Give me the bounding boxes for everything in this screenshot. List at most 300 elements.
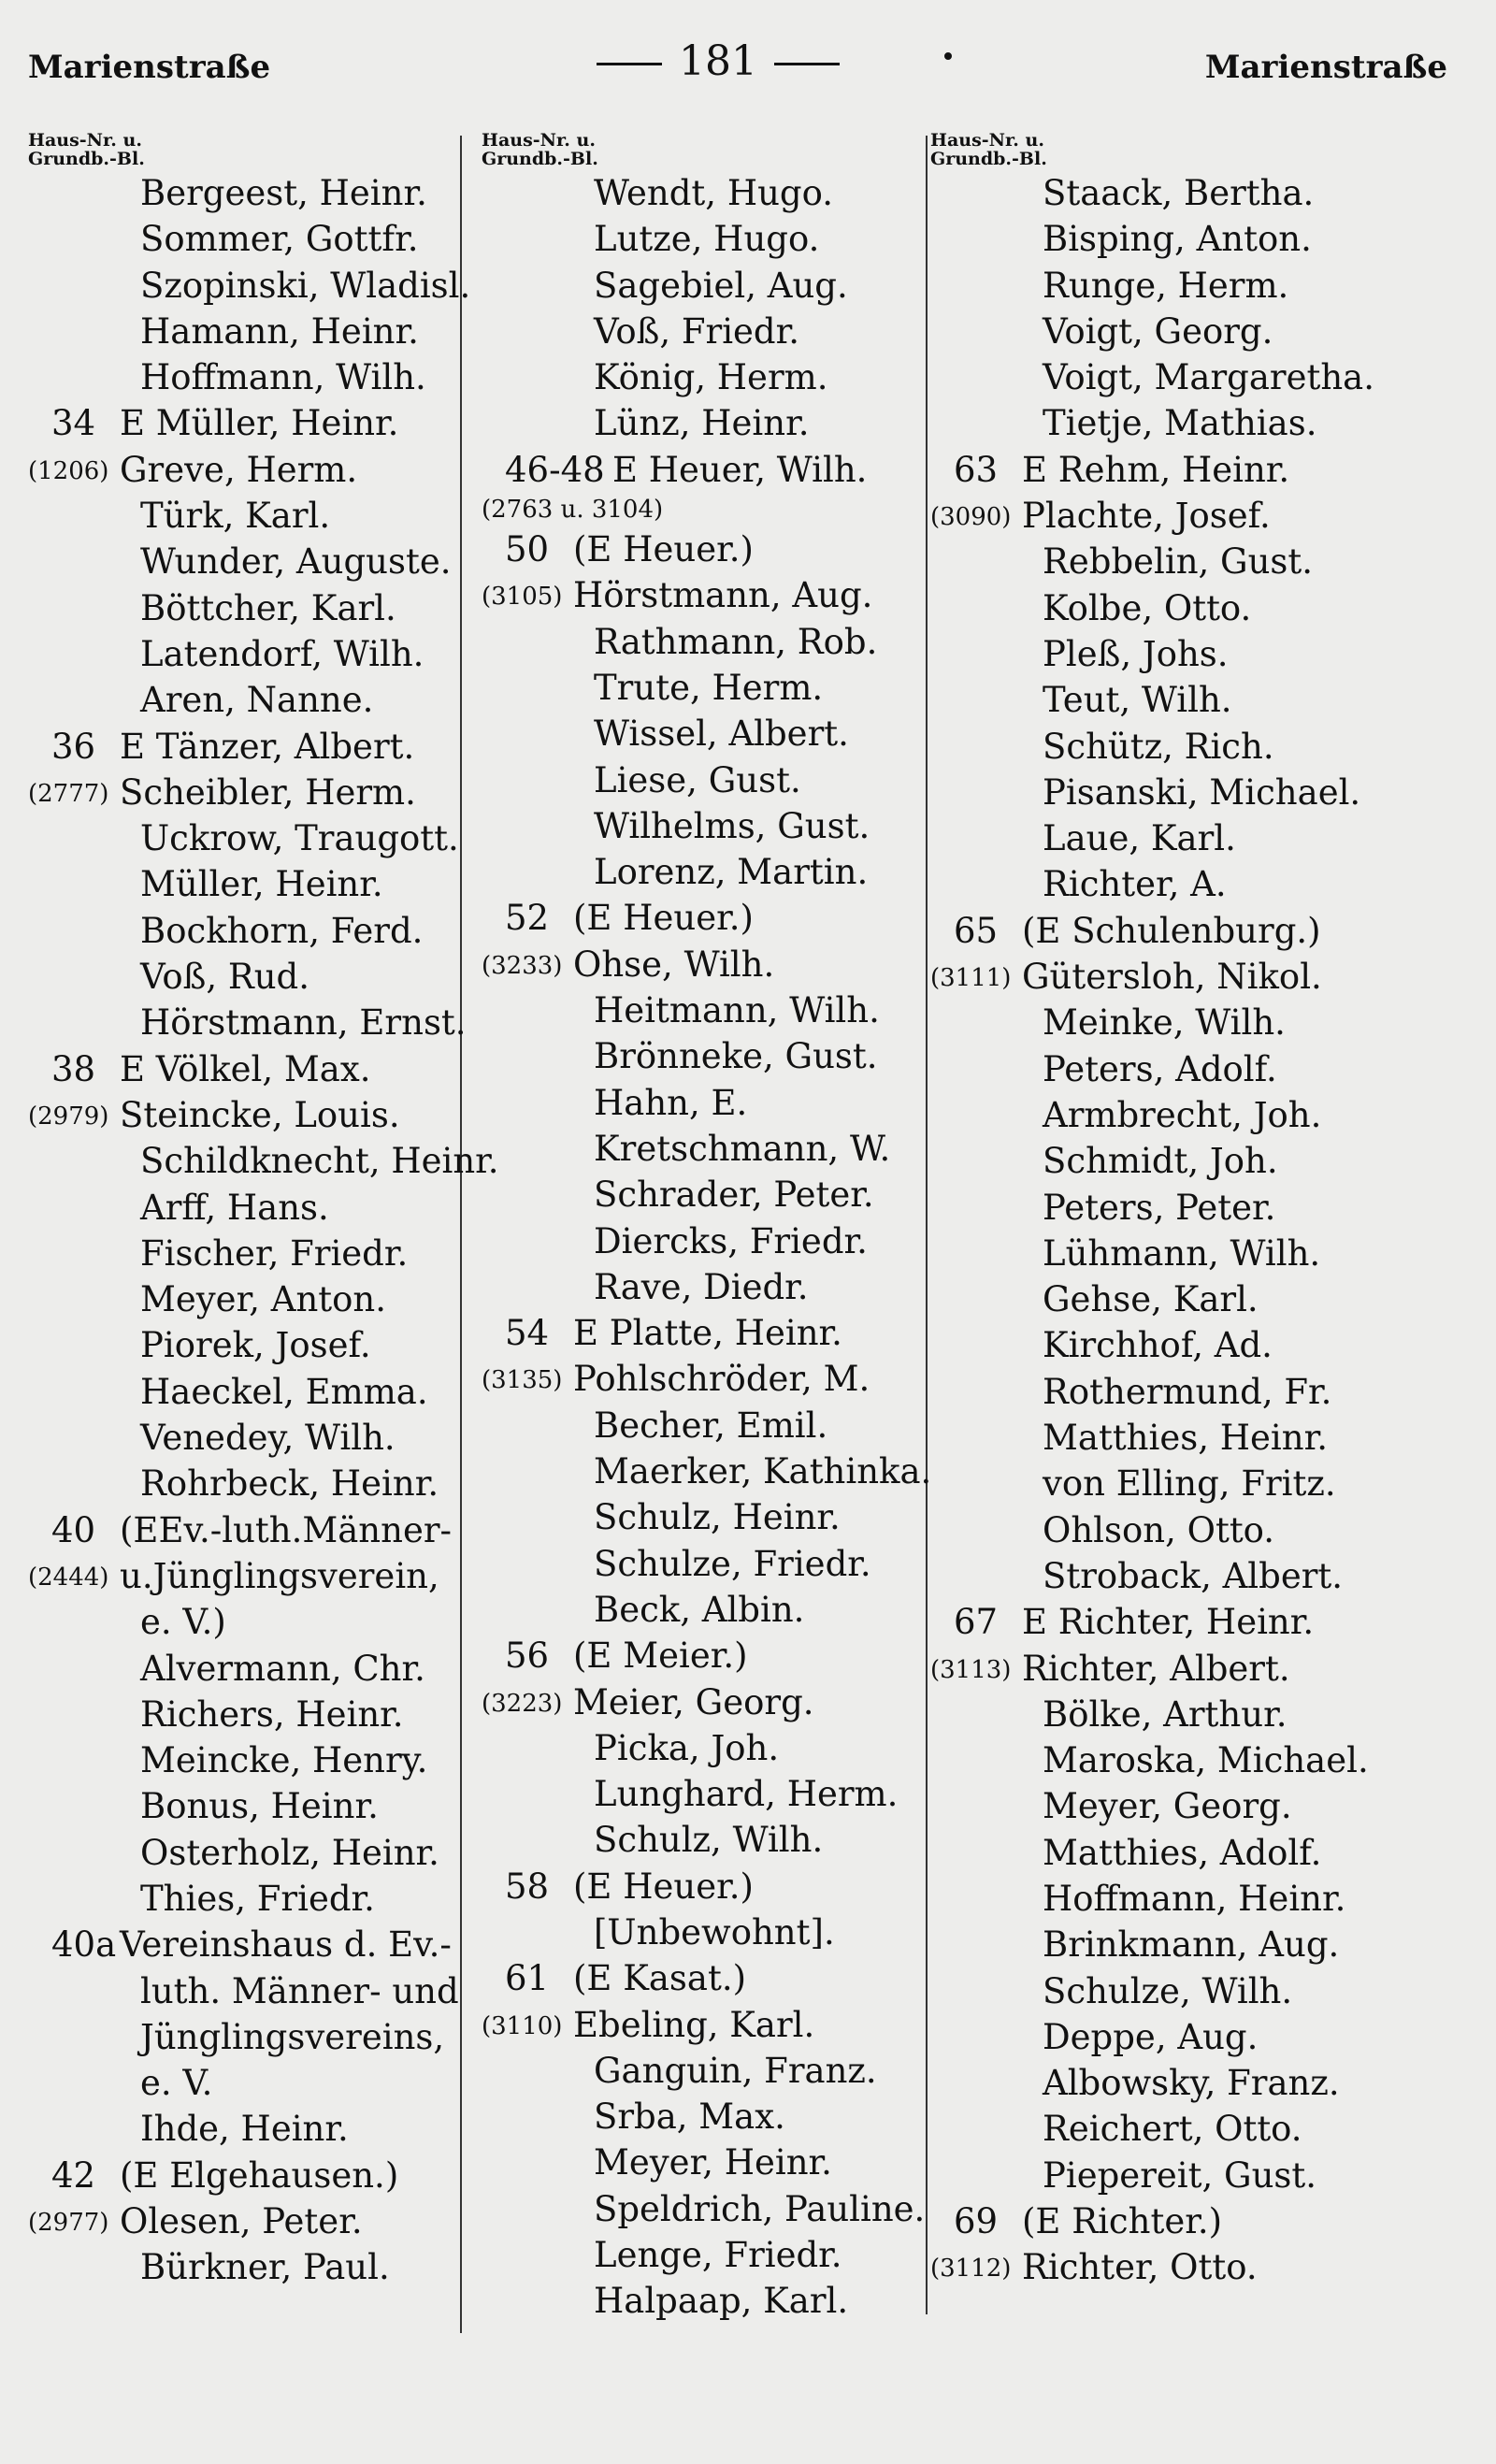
- directory-entry: [28, 1507, 505, 1553]
- column-head-line1: Haus-Nr. u.: [28, 130, 142, 151]
- directory-entry: [28, 1046, 505, 1092]
- resident-name: Richter, Albert.: [1022, 1648, 1290, 1689]
- ink-dot: [944, 52, 952, 60]
- directory-entry: [28, 585, 505, 631]
- resident-name: Müller, Heinr.: [140, 864, 383, 905]
- directory-entry: [930, 539, 1473, 584]
- land-register-number: (2763 u. 3104): [482, 496, 664, 525]
- directory-entry: [28, 815, 505, 861]
- directory-entry: [28, 1138, 505, 1184]
- directory-entry: [28, 1231, 505, 1276]
- resident-name: E Müller, Heinr.: [120, 403, 399, 444]
- resident-name: (E Schulenburg.): [1022, 910, 1321, 951]
- resident-name: Speldrich, Pauline.: [594, 2188, 926, 2229]
- resident-name: Schulz, Heinr.: [594, 1497, 841, 1538]
- directory-entry: [28, 170, 505, 216]
- column-2: [482, 131, 977, 2325]
- resident-name: Steincke, Louis.: [120, 1094, 400, 1135]
- resident-name: Rohrbeck, Heinr.: [140, 1463, 439, 1505]
- directory-entry: [28, 400, 505, 446]
- resident-name: Hoffmann, Heinr.: [1043, 1878, 1346, 1919]
- directory-entry: [930, 954, 1473, 1000]
- directory-entry: [482, 1955, 977, 2001]
- resident-name: Wendt, Hugo.: [594, 173, 833, 213]
- resident-name: Schulze, Friedr.: [594, 1543, 871, 1584]
- resident-name: Hahn, E.: [594, 1082, 748, 1123]
- directory-entry: [930, 1046, 1473, 1092]
- directory-entry: [482, 1172, 977, 1218]
- resident-name: Thies, Friedr.: [140, 1878, 375, 1919]
- resident-name: Ihde, Heinr.: [140, 2109, 349, 2150]
- resident-name: Meyer, Heinr.: [594, 2142, 832, 2183]
- directory-entry: [930, 770, 1473, 815]
- resident-name: Pisanski, Michael.: [1043, 771, 1361, 813]
- dash-right: [774, 63, 840, 65]
- resident-name: Voigt, Margaretha.: [1043, 357, 1374, 398]
- land-register-number: (1206): [28, 456, 109, 485]
- house-number: 42: [51, 2154, 96, 2196]
- resident-name: Schmidt, Joh.: [1043, 1141, 1278, 1182]
- column-head: [930, 131, 1473, 168]
- resident-name: E Rehm, Heinr.: [1022, 449, 1290, 490]
- resident-name: (EEv.-luth.Männer-: [120, 1509, 453, 1550]
- directory-entry: [28, 1692, 505, 1737]
- directory-entry: [930, 2060, 1473, 2106]
- column-head-line2: Grundb.-Bl.: [482, 149, 598, 169]
- resident-name: Laue, Karl.: [1043, 818, 1236, 859]
- resident-name: Voß, Rud.: [140, 957, 309, 998]
- house-number: 38: [51, 1048, 96, 1089]
- resident-name: Richter, Otto.: [1022, 2247, 1258, 2288]
- directory-entry: [28, 354, 505, 400]
- resident-name: Schildknecht, Heinr.: [140, 1141, 499, 1182]
- directory-entry: [28, 1599, 505, 1645]
- resident-name: Haeckel, Emma.: [140, 1371, 428, 1412]
- resident-name: Peters, Adolf.: [1043, 1048, 1277, 1089]
- directory-entry: [28, 1783, 505, 1829]
- house-number: 65: [954, 910, 999, 951]
- resident-name: u.Jünglingsverein,: [120, 1555, 439, 1596]
- land-register-number: (3113): [930, 1655, 1012, 1684]
- directory-entry: [482, 1403, 977, 1448]
- land-register-number: (2444): [28, 1563, 109, 1592]
- directory-entry: [930, 1922, 1473, 1967]
- resident-name: Osterholz, Heinr.: [140, 1832, 439, 1873]
- land-register-number: (3110): [482, 2011, 563, 2040]
- land-register-number: (2979): [28, 1102, 109, 1131]
- resident-name: Maerker, Kathinka.: [594, 1451, 932, 1492]
- directory-entry: [482, 1725, 977, 1771]
- directory-entry: [482, 665, 977, 711]
- directory-entry: [930, 1138, 1473, 1184]
- directory-entry: [28, 2106, 505, 2152]
- directory-entry: [482, 447, 977, 493]
- house-number: 69: [954, 2201, 999, 2242]
- directory-entry: [482, 1033, 977, 1079]
- column-head-line1: Haus-Nr. u.: [930, 130, 1044, 151]
- directory-entry: [28, 493, 505, 539]
- directory-entry: [28, 216, 505, 262]
- directory-entry: [482, 1541, 977, 1587]
- resident-name: Gehse, Karl.: [1043, 1279, 1259, 1320]
- resident-name: Wissel, Albert.: [594, 713, 849, 755]
- directory-entry: [28, 2014, 505, 2060]
- land-register-number: (3223): [482, 1689, 563, 1718]
- resident-name: Peters, Peter.: [1043, 1187, 1276, 1228]
- directory-entry: [28, 1092, 505, 1138]
- house-number: 54: [505, 1313, 550, 1354]
- resident-name: E Tänzer, Albert.: [120, 726, 415, 767]
- resident-name: Trute, Herm.: [594, 667, 824, 708]
- directory-entry: [28, 1322, 505, 1368]
- resident-name: Matthies, Heinr.: [1043, 1418, 1328, 1459]
- resident-name: Meyer, Georg.: [1043, 1786, 1292, 1827]
- resident-name: Lühmann, Wilh.: [1043, 1232, 1321, 1274]
- directory-entry: [482, 1909, 977, 1955]
- resident-name: Heitmann, Wilh.: [594, 990, 880, 1031]
- directory-entry: [482, 2186, 977, 2232]
- directory-entry: [930, 1507, 1473, 1553]
- directory-entry: [930, 2153, 1473, 2198]
- directory-entry: [930, 1830, 1473, 1876]
- resident-name: Lorenz, Martin.: [594, 852, 869, 893]
- directory-entry: [482, 1126, 977, 1172]
- directory-entry: [482, 1448, 977, 1494]
- directory-entry: [28, 2060, 505, 2106]
- resident-name: e. V.): [140, 1602, 226, 1643]
- resident-name: Hörstmann, Ernst.: [140, 1002, 467, 1044]
- directory-entry: [482, 263, 977, 309]
- directory-entry: [930, 1737, 1473, 1783]
- resident-name: Matthies, Adolf.: [1043, 1832, 1322, 1873]
- resident-name: Arff, Hans.: [140, 1187, 329, 1228]
- directory-entry: [482, 1679, 977, 1725]
- directory-entry: [930, 2198, 1473, 2244]
- directory-entry: [930, 1322, 1473, 1368]
- resident-name: Plachte, Josef.: [1022, 496, 1271, 537]
- directory-entry: [28, 447, 505, 493]
- resident-name: E Heuer, Wilh.: [612, 449, 868, 490]
- directory-entry: [930, 493, 1473, 539]
- resident-name: (E Elgehausen.): [120, 2154, 399, 2196]
- resident-name: luth. Männer- und: [140, 1970, 459, 2011]
- resident-name: Lunghard, Herm.: [594, 1774, 899, 1815]
- house-number: 36: [51, 726, 96, 767]
- resident-name: Staack, Bertha.: [1043, 173, 1315, 213]
- resident-name: Rothermund, Fr.: [1043, 1371, 1332, 1412]
- resident-name: Bürkner, Paul.: [140, 2247, 390, 2288]
- directory-entry: [930, 170, 1473, 216]
- resident-name: Ganguin, Franz.: [594, 2050, 877, 2091]
- resident-name: Armbrecht, Joh.: [1043, 1094, 1322, 1135]
- resident-name: Bölke, Arthur.: [1043, 1693, 1287, 1735]
- resident-name: Rave, Diedr.: [594, 1266, 809, 1307]
- directory-entry: [28, 539, 505, 584]
- directory-entry: [482, 1817, 977, 1863]
- directory-entry: [930, 447, 1473, 493]
- resident-name: Venedey, Wilh.: [140, 1418, 396, 1459]
- resident-name: Pleß, Johs.: [1043, 633, 1229, 674]
- house-number: 52: [505, 898, 550, 939]
- resident-name: E Platte, Heinr.: [573, 1313, 842, 1354]
- resident-name: Fischer, Friedr.: [140, 1232, 409, 1274]
- house-number: 40a: [51, 1924, 117, 1966]
- resident-name: Teut, Wilh.: [1043, 680, 1232, 721]
- column-head: [482, 131, 977, 168]
- directory-entry: [930, 861, 1473, 907]
- resident-name: Piepereit, Gust.: [1043, 2154, 1317, 2196]
- page-header: [0, 0, 1496, 94]
- directory-entry: [930, 585, 1473, 631]
- directory-entry: [930, 1092, 1473, 1138]
- resident-name: Alvermann, Chr.: [140, 1648, 425, 1689]
- column-head-line1: Haus-Nr. u.: [482, 130, 596, 151]
- directory-entry: [482, 757, 977, 803]
- resident-name: Jünglingsvereins,: [140, 2016, 445, 2057]
- land-register-number: (3090): [930, 503, 1012, 532]
- directory-entry: [930, 1415, 1473, 1461]
- directory-entry: [482, 400, 977, 446]
- directory-entry: [930, 1876, 1473, 1922]
- resident-name: (E Heuer.): [573, 529, 754, 570]
- directory-entry: [28, 1968, 505, 2014]
- land-register-number: (3105): [482, 583, 563, 612]
- resident-name: E Völkel, Max.: [120, 1048, 371, 1089]
- resident-name: Richers, Heinr.: [140, 1693, 404, 1735]
- resident-name: Brönneke, Gust.: [594, 1036, 878, 1077]
- house-number: 46-48: [505, 449, 605, 490]
- resident-name: Runge, Herm.: [1043, 265, 1289, 306]
- directory-entry: [482, 1587, 977, 1633]
- resident-name: Wunder, Auguste.: [140, 541, 452, 583]
- resident-name: Hamann, Heinr.: [140, 310, 419, 352]
- resident-name: [Unbewohnt].: [594, 1911, 835, 1952]
- directory-entry: [482, 493, 977, 526]
- directory-entry: [930, 309, 1473, 354]
- directory-entry: [28, 1276, 505, 1322]
- resident-name: Ebeling, Karl.: [573, 2004, 815, 2045]
- directory-entry: [930, 1000, 1473, 1045]
- directory-entry: [482, 2002, 977, 2048]
- resident-name: e. V.: [140, 2063, 213, 2104]
- house-number: 67: [954, 1602, 999, 1643]
- directory-entry: [482, 572, 977, 618]
- directory-entry: [482, 1218, 977, 1264]
- directory-entry: [482, 2232, 977, 2278]
- resident-name: Voß, Friedr.: [594, 310, 799, 352]
- resident-name: Uckrow, Traugott.: [140, 818, 459, 859]
- resident-name: Schulze, Wilh.: [1043, 1970, 1293, 2011]
- resident-name: Scheibler, Herm.: [120, 771, 416, 813]
- land-register-number: (3112): [930, 2255, 1012, 2284]
- running-head-left: Marienstraße: [28, 49, 271, 86]
- resident-name: Greve, Herm.: [120, 449, 358, 490]
- directory-entry: [482, 1494, 977, 1540]
- directory-entry: [482, 216, 977, 262]
- directory-entry: [930, 263, 1473, 309]
- resident-name: Kolbe, Otto.: [1043, 587, 1252, 628]
- directory-entry: [28, 1922, 505, 1967]
- resident-name: Hoffmann, Wilh.: [140, 357, 426, 398]
- directory-entry: [482, 942, 977, 987]
- resident-name: Schulz, Wilh.: [594, 1820, 824, 1861]
- resident-name: (E Richter.): [1022, 2201, 1223, 2242]
- house-number: 34: [51, 403, 96, 444]
- directory-entry: [930, 400, 1473, 446]
- directory-entry: [930, 1646, 1473, 1692]
- resident-name: Meyer, Anton.: [140, 1279, 387, 1320]
- directory-entry: [28, 724, 505, 770]
- resident-name: E Richter, Heinr.: [1022, 1602, 1315, 1643]
- resident-name: Deppe, Aug.: [1043, 2016, 1259, 2057]
- resident-name: (E Meier.): [573, 1635, 748, 1677]
- resident-name: Szopinski, Wladisl.: [140, 265, 471, 306]
- resident-name: Albowsky, Franz.: [1043, 2063, 1340, 2104]
- directory-entry: [930, 677, 1473, 723]
- resident-name: Picka, Joh.: [594, 1727, 780, 1768]
- resident-name: König, Herm.: [594, 357, 828, 398]
- directory-entry: [482, 170, 977, 216]
- resident-name: Vereinshaus d. Ev.-: [120, 1924, 452, 1966]
- resident-name: Halpaap, Karl.: [594, 2281, 849, 2322]
- directory-entry: [482, 1771, 977, 1817]
- resident-name: Reichert, Otto.: [1043, 2109, 1302, 2150]
- resident-name: Richter, A.: [1043, 864, 1227, 905]
- resident-name: Bonus, Heinr.: [140, 1786, 379, 1827]
- directory-entry: [28, 1369, 505, 1415]
- house-number: 61: [505, 1958, 550, 1999]
- resident-name: (E Heuer.): [573, 898, 754, 939]
- resident-name: Aren, Nanne.: [140, 680, 374, 721]
- house-number: 58: [505, 1866, 550, 1907]
- resident-name: Ohlson, Otto.: [1043, 1509, 1275, 1550]
- directory-entry: [930, 354, 1473, 400]
- directory-entry: [930, 724, 1473, 770]
- directory-entry: [482, 619, 977, 665]
- resident-name: (E Heuer.): [573, 1866, 754, 1907]
- resident-name: Rebbelin, Gust.: [1043, 541, 1314, 583]
- directory-entry: [482, 1633, 977, 1679]
- resident-name: Tietje, Mathias.: [1043, 403, 1317, 444]
- resident-name: Brinkmann, Aug.: [1043, 1924, 1340, 1966]
- resident-name: Türk, Karl.: [140, 496, 331, 537]
- directory-entry: [28, 1737, 505, 1783]
- resident-name: Gütersloh, Nikol.: [1022, 957, 1322, 998]
- directory-entry: [930, 2014, 1473, 2060]
- directory-entry: [482, 1264, 977, 1310]
- directory-entry: [930, 1231, 1473, 1276]
- directory-entry: [482, 803, 977, 849]
- resident-name: (E Kasat.): [573, 1958, 747, 1999]
- directory-entry: [930, 216, 1473, 262]
- directory-entry: [28, 1646, 505, 1692]
- land-register-number: (3233): [482, 951, 563, 980]
- directory-entry: [482, 2278, 977, 2324]
- resident-name: von Elling, Fritz.: [1043, 1463, 1336, 1505]
- resident-name: Sommer, Gottfr.: [140, 219, 419, 260]
- resident-name: Piorek, Josef.: [140, 1325, 371, 1366]
- directory-entry: [28, 1000, 505, 1045]
- directory-entry: [28, 1415, 505, 1461]
- directory-entry: [482, 309, 977, 354]
- resident-name: Stroback, Albert.: [1043, 1555, 1344, 1596]
- page-number-text: 181: [679, 37, 757, 85]
- directory-entry: [930, 2106, 1473, 2152]
- directory-entry: [482, 987, 977, 1033]
- directory-entry: [28, 2153, 505, 2198]
- resident-name: Lenge, Friedr.: [594, 2235, 842, 2276]
- directory-entry: [28, 1830, 505, 1876]
- directory-entry: [28, 1553, 505, 1599]
- resident-name: Ohse, Wilh.: [573, 944, 775, 985]
- resident-name: Pohlschröder, M.: [573, 1359, 870, 1400]
- directory-entry: [930, 1369, 1473, 1415]
- house-number: 50: [505, 529, 550, 570]
- resident-name: Bergeest, Heinr.: [140, 173, 427, 213]
- resident-name: Voigt, Georg.: [1043, 310, 1273, 352]
- directory-entry: [482, 354, 977, 400]
- directory-entry: [482, 2140, 977, 2185]
- resident-name: Meier, Georg.: [573, 1681, 814, 1722]
- directory-entry: [930, 1599, 1473, 1645]
- column-1: [28, 131, 505, 2291]
- directory-entry: [482, 1356, 977, 1402]
- resident-name: Hörstmann, Aug.: [573, 575, 873, 616]
- directory-entry: [482, 1310, 977, 1356]
- column-head: [28, 131, 505, 168]
- directory-entry: [28, 908, 505, 954]
- directory-entry: [482, 711, 977, 756]
- directory-entry: [28, 631, 505, 677]
- resident-name: Olesen, Peter.: [120, 2201, 363, 2242]
- resident-name: Latendorf, Wilh.: [140, 633, 424, 674]
- directory-entry: [28, 954, 505, 1000]
- house-number: 56: [505, 1635, 550, 1677]
- resident-name: Kretschmann, W.: [594, 1128, 891, 1169]
- resident-name: Beck, Albin.: [594, 1589, 805, 1630]
- land-register-number: (3111): [930, 964, 1012, 993]
- column-3: [930, 131, 1473, 2291]
- land-register-number: (3135): [482, 1366, 563, 1395]
- resident-name: Liese, Gust.: [594, 759, 801, 800]
- resident-name: Meinke, Wilh.: [1043, 1002, 1286, 1044]
- directory-entry: [28, 861, 505, 907]
- resident-name: Maroska, Michael.: [1043, 1740, 1369, 1781]
- land-register-number: (2777): [28, 779, 109, 808]
- directory-entry: [28, 309, 505, 354]
- directory-entry: [482, 2094, 977, 2140]
- directory-entry: [930, 1783, 1473, 1829]
- directory-entry: [28, 263, 505, 309]
- resident-name: Lutze, Hugo.: [594, 219, 820, 260]
- resident-name: Wilhelms, Gust.: [594, 805, 870, 846]
- directory-entry: [930, 2244, 1473, 2290]
- directory-entry: [930, 815, 1473, 861]
- resident-name: Srba, Max.: [594, 2097, 785, 2138]
- directory-entry: [28, 2244, 505, 2290]
- directory-entry: [930, 1553, 1473, 1599]
- resident-name: Lünz, Heinr.: [594, 403, 810, 444]
- column-head-line2: Grundb.-Bl.: [28, 149, 145, 169]
- directory-entry: [482, 895, 977, 941]
- land-register-number: (2977): [28, 2209, 109, 2238]
- resident-name: Bockhorn, Ferd.: [140, 910, 424, 951]
- resident-name: Kirchhof, Ad.: [1043, 1325, 1273, 1366]
- directory-entry: [482, 2048, 977, 2094]
- directory-entry: [930, 1692, 1473, 1737]
- directory-entry: [28, 1185, 505, 1231]
- column-head-line2: Grundb.-Bl.: [930, 149, 1047, 169]
